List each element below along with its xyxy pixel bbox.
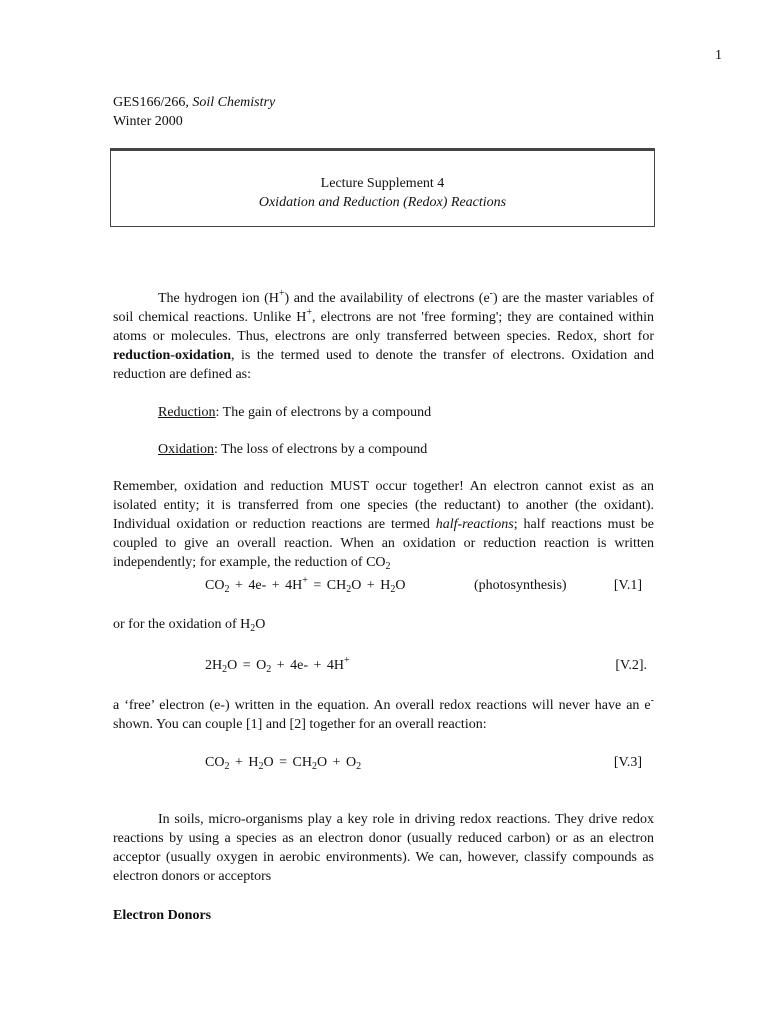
page-number: 1 (715, 48, 722, 63)
intro-paragraph: The hydrogen ion (H+) and the availability of electrons (e-) are the master variables of soil chemical reactions. Unlike H+, electrons are not 'free forming'; they are contained within atoms or molecules. Thus, electrons are only transferred between species. Redox, short for reduction-oxidation, is the termed used to denote the transfer of electrons. Oxidation and reduction are defined as: (113, 288, 654, 382)
oxidation-term: Oxidation (158, 442, 214, 457)
section-heading-electron-donors: Electron Donors (113, 908, 212, 923)
oxidation-definition: Oxidation: The loss of electrons by a compound (158, 442, 428, 457)
redox-term: reduction-oxidation (113, 348, 231, 363)
title-box (110, 148, 655, 227)
course-code: GES166/266, (113, 95, 193, 110)
equation-v1: $CO_2 + 4e- + 4H^+ = CH_2O + H_2O$ (205, 575, 406, 595)
reduction-definition: Reduction: The gain of electrons by a compound (158, 405, 432, 420)
free-electron-paragraph: a ‘free’ electron (e-) written in the equation. An overall redox reactions will never have an e- shown. You can couple [1] and [2] together for an overall reaction: (113, 695, 654, 732)
remember-paragraph: Remember, oxidation and reduction MUST occur together! An electron cannot exist as an isolated entity; it is transferred from one species (the reductant) to another (the oxidant). Individual oxidation or reduction reactions are termed half-reactions; half reactions must be coupled to give an overall reaction. When an oxidation or reduction reaction is written independently; for example, the reduction of $CO_2$ (113, 479, 654, 572)
equation-v3: $CO_2 + H_2O = CH_2O + O_2$ (205, 755, 362, 772)
term: Winter 2000 (113, 114, 183, 129)
microorganisms-paragraph: In soils, micro-organisms play a key role in driving redox reactions. They drive redox reactions by using a species as an electron donor (usually reduced carbon) or as an electron acceptor (usually oxygen in aerobic environments). We can, however, classify compounds as electron donors or acceptors (113, 812, 654, 884)
reduction-term: Reduction (158, 405, 216, 420)
course-line (113, 93, 275, 112)
equation-v3-label: [V.3] (613, 755, 642, 770)
oxidation-of-water-line: or for the oxidation of $H_2O$ (113, 617, 266, 634)
equation-v2-label: [V.2]. (615, 658, 647, 673)
equation-v2: $2H_2O = O_2 + 4e- + 4H^+$ (205, 655, 350, 675)
equation-v1-note: (photosynthesis) (474, 578, 567, 593)
equation-v1-label: [V.1] (613, 578, 642, 593)
course-name: Soil Chemistry (192, 95, 276, 110)
lecture-subtitle: Oxidation and Reduction (Redox) Reactions (258, 195, 507, 210)
lecture-title: Lecture Supplement 4 (320, 176, 445, 191)
